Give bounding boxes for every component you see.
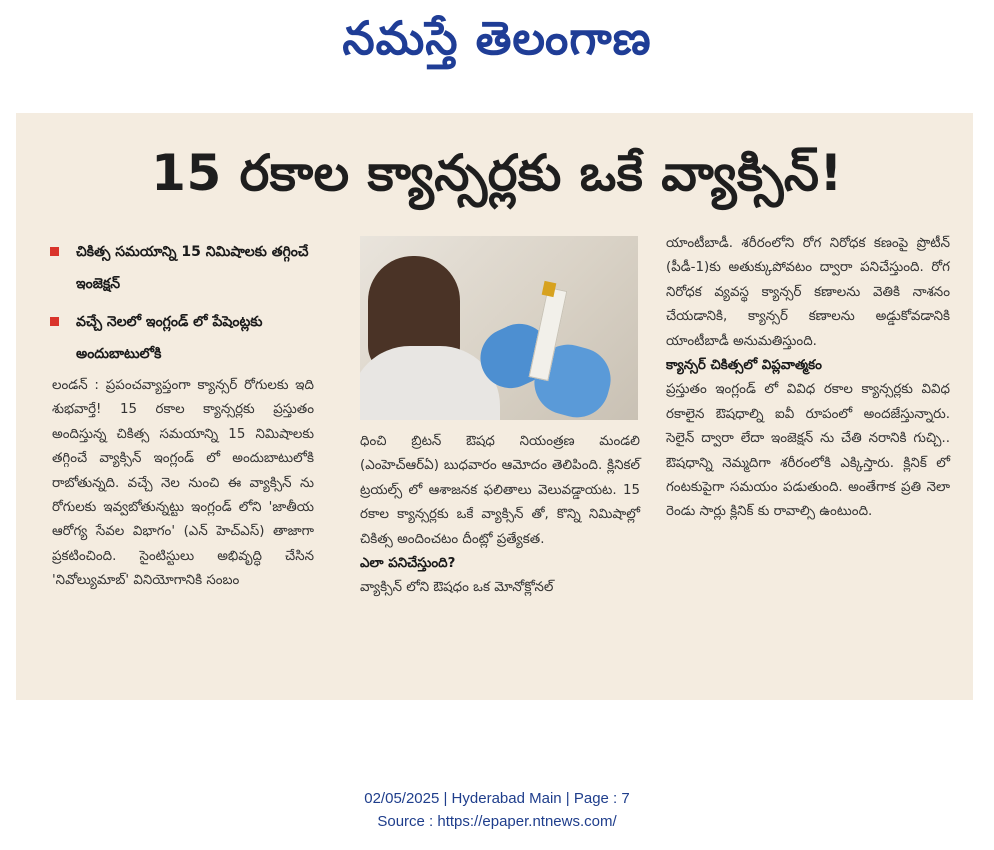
column-2-paragraph: వ్యాక్సిన్ లోని ఔషధం ఒక మోనోక్లోనల్ (360, 580, 554, 596)
footer-source-link[interactable]: Source : https://epaper.ntnews.com/ (377, 813, 617, 830)
bullet-square-icon (50, 247, 59, 256)
bullet-item (46, 306, 336, 370)
bullet-text: వచ్చే నెలలో ఇంగ్లండ్ లో పేషెంట్లకు అందుబాటులోకి (76, 314, 263, 362)
bullet-list (46, 236, 336, 376)
footer-date-edition: 02/05/2025 | Hyderabad Main | Page : 7 (364, 790, 630, 807)
column-3-subheading: క్యాన్సర్ చికిత్సలో విప్లవాత్మకం (666, 358, 822, 374)
column-2-subheading: ఎలా పనిచేస్తుంది? (360, 556, 456, 572)
article-column-1 (52, 374, 314, 594)
column-3-paragraph: యాంటీబాడీ. శరీరంలోని రోగ నిరోధక కణంపై ప్రొటీన్ (పీడీ-1)కు అతుక్కుపోవటం ద్వారా పనిచేస్తుంది. రోగ నిరోధక వ్యవస్థ క్యాన్సర్ కణాలను వెతికి నాశనం చేయడానికి, క్యాన్సర్ కణాలను అడ్డుకోవడానికి యాంటీబాడీ అనుమతిస్తుంది. (666, 236, 950, 349)
bullet-text: చికిత్స సమయాన్ని 15 నిమిషాలకు తగ్గించే ఇంజెక్షన్ (76, 244, 309, 292)
column-1-text: లండన్ : ప్రపంచవ్యాప్తంగా క్యాన్సర్ రోగులకు ఇది శుభవార్తే! 15 రకాల క్యాన్సర్లకు ప్రస్తుతం అందిస్తున్న చికిత్స సమయాన్ని 15 నిమిషాలకు తగ్గించే వ్యాక్సిన్ ఇంగ్లండ్ లో అందుబాటులోకి రాబోతున్నది. వచ్చే నెల నుంచి ఈ వ్యాక్సిన్ ను రోగులకు ఇవ్వబోతున్నట్టు ఇంగ్లండ్ లోని 'జాతీయ ఆరోగ్య సేవల విభాగం' (ఎన్ హెచ్ఎస్) తాజాగా ప్రకటించింది. సైంటిస్టులు అభివృద్ధి చేసిన 'నివోల్యుమాబ్' వినియోగానికి సంబం (52, 378, 314, 589)
masthead-logo: నమస్తే తెలంగాణ (342, 11, 652, 65)
bullet-item (46, 236, 336, 300)
column-3-paragraph: ప్రస్తుతం ఇంగ్లండ్ లో వివిధ రకాల క్యాన్సర్లకు వివిధ రకాలైన ఔషధాల్ని ఐవీ రూపంలో అందజేస్తున్నారు. సెలైన్ ద్వారా లేదా ఇంజెక్షన్ ను చేతి నరానికి గుచ్చి.. ఔషధాన్ని నెమ్మదిగా శరీరంలోకి ఎక్కిస్తారు. క్లినిక్ లో గంటకుపైగా సమయం పడుతుంది. అంతేగాక ప్రతి నెలా రెండు సార్లు క్లినిక్ కు రావాల్సి ఉంటుంది. (666, 382, 950, 520)
photo-lab-coat (360, 346, 500, 420)
article-column-3 (666, 232, 950, 525)
column-2-paragraph: ధించి బ్రిటన్ ఔషధ నియంత్రణ మండలి (ఎంహెచ్ఆర్ఏ) బుధవారం ఆమోదం తెలిపింది. క్లినికల్ ట్రయల్స్ లో ఆశాజనక ఫలితాలు వెలువడ్డాయట. 15 రకాల క్యాన్సర్లకు ఒకే వ్యాక్సిన్ తో, కొన్ని నిమిషాల్లో చికిత్స అందించటం దీంట్లో ప్రత్యేకత. (360, 434, 640, 547)
bullet-square-icon (50, 317, 59, 326)
article-headline: 15 రకాల క్యాన్సర్లకు ఒకే వ్యాక్సిన్! (151, 144, 843, 202)
article-column-2 (360, 430, 640, 601)
article-photo (360, 236, 638, 420)
